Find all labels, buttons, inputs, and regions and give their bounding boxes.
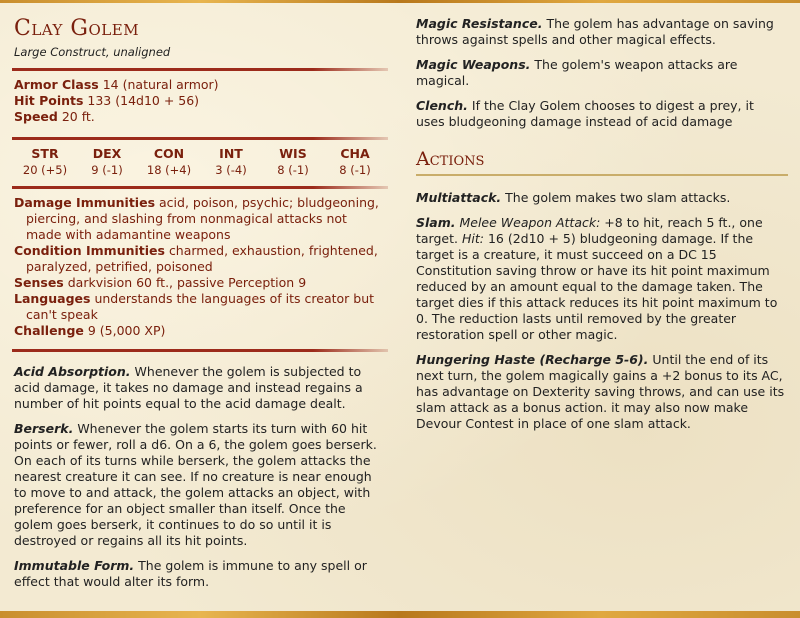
ability-int [200,146,262,178]
trait-magic-weapons [416,57,786,89]
damage-immunities-value: acid, poison, psychic; bludgeoning, piercing, and slashing from nonmagical attacks not made with adamantine weapons [26,195,379,242]
statblock-left-column [14,0,386,599]
statblock-right-column [416,0,786,441]
trait-text: Whenever the golem is subjected to acid damage, it takes no damage and instead regains a number of hit points equal to the acid damage dealt. [14,364,363,411]
trait-immutable-form [14,558,386,590]
action-hit-label: Hit: [461,231,484,246]
challenge-label: Challenge [14,323,84,338]
action-multiattack [416,190,786,206]
languages-label: Languages [14,291,91,306]
senses-label: Senses [14,275,64,290]
actions-rule [416,174,788,176]
trait-acid-absorption [14,364,386,412]
ability-score: 3 (-4) [215,163,247,177]
action-text: Until the end of its next turn, the golem magically gains a +2 bonus to its AC, has advantage on Dexterity saving throws, and can use its slam attack as a bonus action. it may also now make Devour Contest in place of one slam attack. [416,352,785,431]
trait-text: Whenever the golem starts its turn with 60 hit points or fewer, roll a d6. On a 6, the golem goes berserk. On each of its turns while berserk, the golem attacks the nearest creature it can see. If no creature is near enough to move to and attack, the golem attacks an object, with preference for an object smaller than itself. Once the golem goes berserk, it continues to do so until it is destroyed or regains all its hit points. [14,421,377,548]
trait-name: Berserk. [14,421,74,436]
divider [12,186,388,189]
action-hit-text: 16 (2d10 + 5) bludgeoning damage. If the target is a creature, it must succeed on a DC 15 Constitution saving throw or have its hit point maximum reduced by an amount equal to the damage taken. The target dies if this attack reduces its hit point maximum to 0. The reduction lasts until removed by the greater restoration spell or other magic. [416,231,778,342]
action-name: Multiattack. [416,190,502,205]
hit-points-value: 133 (14d10 + 56) [87,93,200,108]
condition-immunities-label: Condition Immunities [14,243,165,258]
action-name: Slam. [416,215,456,230]
trait-clench [416,98,786,130]
ability-str [14,146,76,178]
ability-name: STR [31,146,59,161]
action-slam [416,215,786,343]
armor-class-label: Armor Class [14,77,99,92]
damage-immunities-label: Damage Immunities [14,195,156,210]
armor-class-value: 14 (natural armor) [102,77,219,92]
speed [14,109,386,125]
divider [12,349,388,352]
ability-score: 18 (+4) [146,163,192,177]
condition-immunities-value: charmed, exhaustion, frightened, paralyzed, petrified, poisoned [26,243,378,274]
action-text: +8 to hit, reach 5 ft., one target. [416,215,763,246]
monster-meta: Large Construct, unaligned [14,45,171,59]
ability-score: 8 (-1) [339,163,371,177]
ability-name: DEX [92,146,122,161]
senses [14,275,386,291]
ability-name: WIS [279,146,307,161]
languages [14,291,386,323]
action-name: Hungering Haste (Recharge 5-6). [416,352,649,367]
ability-cha [324,146,386,178]
ability-score: 20 (+5) [22,163,68,177]
trait-text: If the Clay Golem chooses to digest a prey, it uses bludgeoning damage instead of acid damage [416,98,754,129]
monster-name: Clay Golem [14,16,140,41]
speed-label: Speed [14,109,58,124]
action-hungering-haste [416,352,786,432]
action-text: The golem makes two slam attacks. [505,190,731,205]
ability-name: CHA [340,146,370,161]
ability-name: CON [153,146,185,161]
senses-value: darkvision 60 ft., passive Perception 9 [67,275,307,290]
ability-name: INT [219,146,243,161]
divider [12,68,388,71]
trait-name: Magic Resistance. [416,16,543,31]
challenge [14,323,386,339]
armor-class [14,77,386,93]
page-bottom-border [0,611,800,618]
languages-value: understands the languages of its creator but can't speak [26,291,375,322]
trait-name: Acid Absorption. [14,364,131,379]
ability-score: 8 (-1) [277,163,309,177]
speed-value: 20 ft. [61,109,95,124]
trait-magic-resistance [416,16,786,48]
challenge-value: 9 (5,000 XP) [87,323,166,338]
divider [12,137,388,140]
trait-text: The golem has advantage on saving throws against spells and other magical effects. [416,16,774,47]
ability-dex [76,146,138,178]
ability-scores [14,146,386,178]
ability-con [138,146,200,178]
hit-points [14,93,386,109]
trait-text: The golem's weapon attacks are magical. [416,57,738,88]
ability-wis [262,146,324,178]
hit-points-label: Hit Points [14,93,84,108]
trait-name: Immutable Form. [14,558,135,573]
condition-immunities [14,243,386,275]
ability-score: 9 (-1) [91,163,123,177]
actions-heading: Actions [416,148,485,170]
action-attack-type: Melee Weapon Attack: [459,215,601,230]
damage-immunities [14,195,386,243]
trait-name: Magic Weapons. [416,57,531,72]
trait-text: The golem is immune to any spell or effect that would alter its form. [14,558,367,589]
trait-berserk [14,421,386,549]
trait-name: Clench. [416,98,468,113]
